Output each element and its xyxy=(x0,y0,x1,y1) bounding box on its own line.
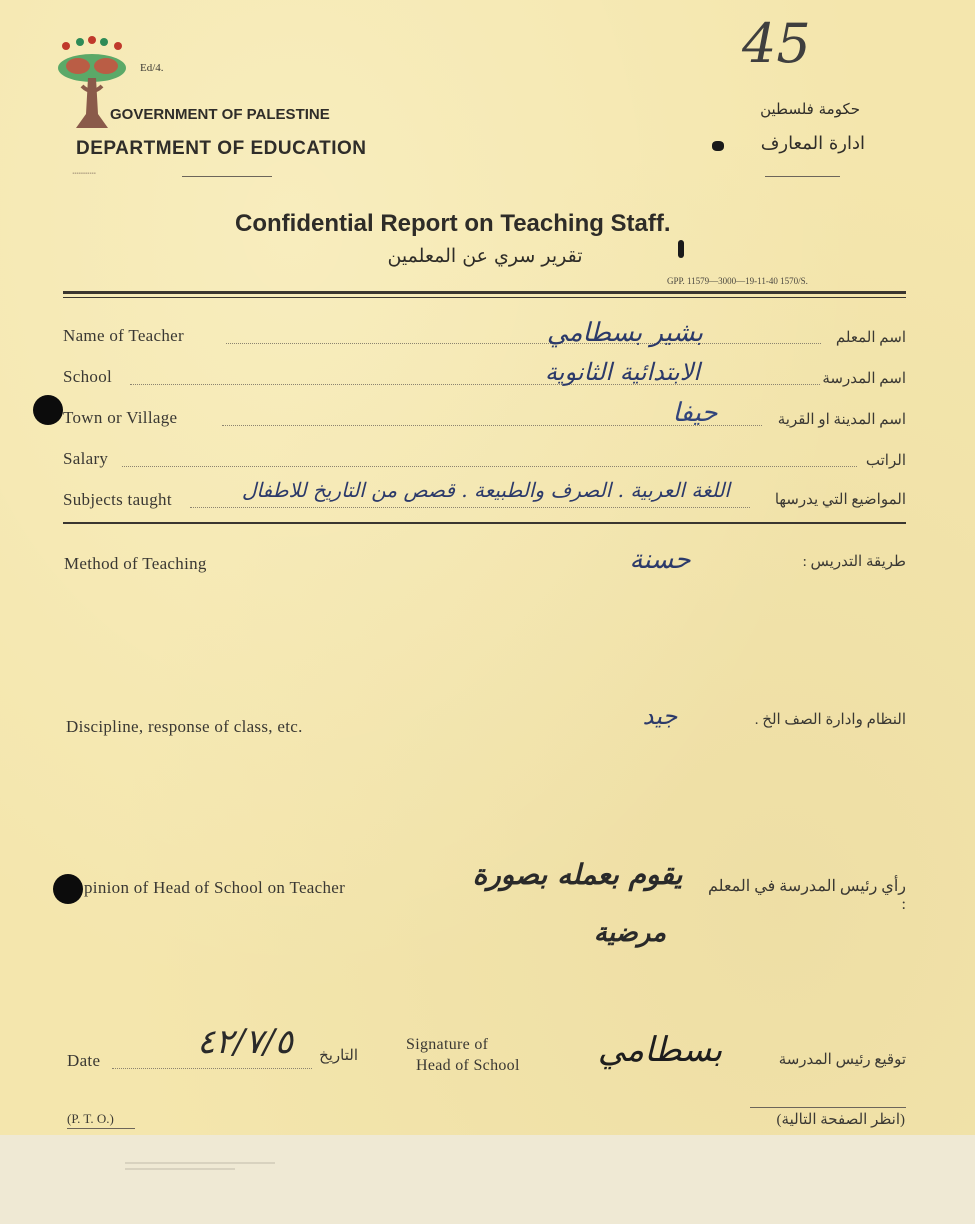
report-title-ar: تقرير سري عن المعلمين xyxy=(387,245,583,267)
label-signature-2: Head of School xyxy=(416,1057,520,1074)
department-title: DEPARTMENT OF EDUCATION xyxy=(76,138,367,159)
value-date: ٤٢/٧/٥ xyxy=(197,1022,293,1062)
label-subjects-ar: المواضيع التي يدرسها xyxy=(774,492,906,508)
header-divider-right xyxy=(765,176,840,177)
top-rule xyxy=(63,291,906,294)
pto-label-ar: (انظر الصفحة التالية) xyxy=(776,1112,905,1128)
government-title: GOVERNMENT OF PALESTINE xyxy=(110,106,330,123)
label-town-ar: اسم المدينة او القرية xyxy=(777,412,906,428)
value-discipline: جيد xyxy=(642,702,678,730)
label-subjects-taught: Subjects taught xyxy=(63,490,172,509)
value-town: حيفا xyxy=(672,398,718,428)
label-school-ar: اسم المدرسة xyxy=(822,371,906,387)
value-subjects: اللغة العربية . الصرف والطبيعة . قصص من التاريخ للاطفال xyxy=(241,478,730,502)
top-rule-thin xyxy=(63,297,906,298)
label-opinion-ar: رأي رئيس المدرسة في المعلم : xyxy=(708,878,906,913)
label-salary: Salary xyxy=(63,449,109,468)
scan-margin xyxy=(0,1135,975,1224)
archive-logo-caption: ▪▪▪▪▪▪▪▪▪▪▪ xyxy=(72,171,96,177)
label-method-of-teaching: Method of Teaching xyxy=(64,554,207,573)
page-number: 45 xyxy=(742,12,811,75)
faint-mark xyxy=(125,1168,235,1170)
punch-hole xyxy=(33,395,63,425)
pto-rule-left xyxy=(67,1128,135,1129)
form-number: Ed/4. xyxy=(140,62,164,74)
label-name-of-teacher-ar: اسم المعلم xyxy=(835,330,906,346)
label-date: Date xyxy=(67,1051,101,1070)
value-opinion-line1: يقوم بعمله بصورة xyxy=(472,858,683,891)
dotted-line xyxy=(112,1068,312,1069)
print-code: GPP. 11579—3000—19-11-40 1570/S. xyxy=(667,276,808,286)
value-method: حسنة xyxy=(629,545,691,575)
label-salary-ar: الراتب xyxy=(865,453,906,469)
pto-label: (P. T. O.) xyxy=(67,1111,114,1126)
punch-hole xyxy=(53,874,83,904)
label-name-of-teacher: Name of Teacher xyxy=(63,326,184,345)
label-signature-1: Signature of xyxy=(406,1036,489,1053)
value-opinion-line2: مرضية xyxy=(593,918,667,948)
label-date-ar: التاريخ xyxy=(319,1048,358,1064)
label-school: School xyxy=(63,367,113,386)
dotted-line xyxy=(190,507,750,508)
value-school: الابتدائية الثانوية xyxy=(544,358,701,386)
faint-mark xyxy=(125,1162,275,1164)
pto-rule-right xyxy=(750,1107,906,1108)
dotted-line xyxy=(122,466,857,467)
label-signature-ar: توقيع رئيس المدرسة xyxy=(778,1052,906,1068)
label-discipline-ar: النظام وادارة الصف الخ . xyxy=(754,712,906,728)
label-town-or-village: Town or Village xyxy=(63,408,178,427)
ink-blot xyxy=(712,141,724,151)
department-title-ar: ادارة المعارف xyxy=(760,133,865,154)
value-signature: بسطامي xyxy=(597,1030,723,1070)
report-title: Confidential Report on Teaching Staff. xyxy=(235,210,671,237)
ink-blot xyxy=(678,240,684,258)
value-teacher-name: بشير بسطامي xyxy=(546,318,704,348)
label-opinion: pinion of Head of School on Teacher xyxy=(84,878,346,897)
section-rule xyxy=(63,522,906,524)
header-divider-left xyxy=(182,176,272,177)
label-discipline: Discipline, response of class, etc. xyxy=(66,717,303,736)
government-title-ar: حكومة فلسطين xyxy=(760,100,860,118)
label-method-ar: طريقة التدريس : xyxy=(802,554,906,570)
